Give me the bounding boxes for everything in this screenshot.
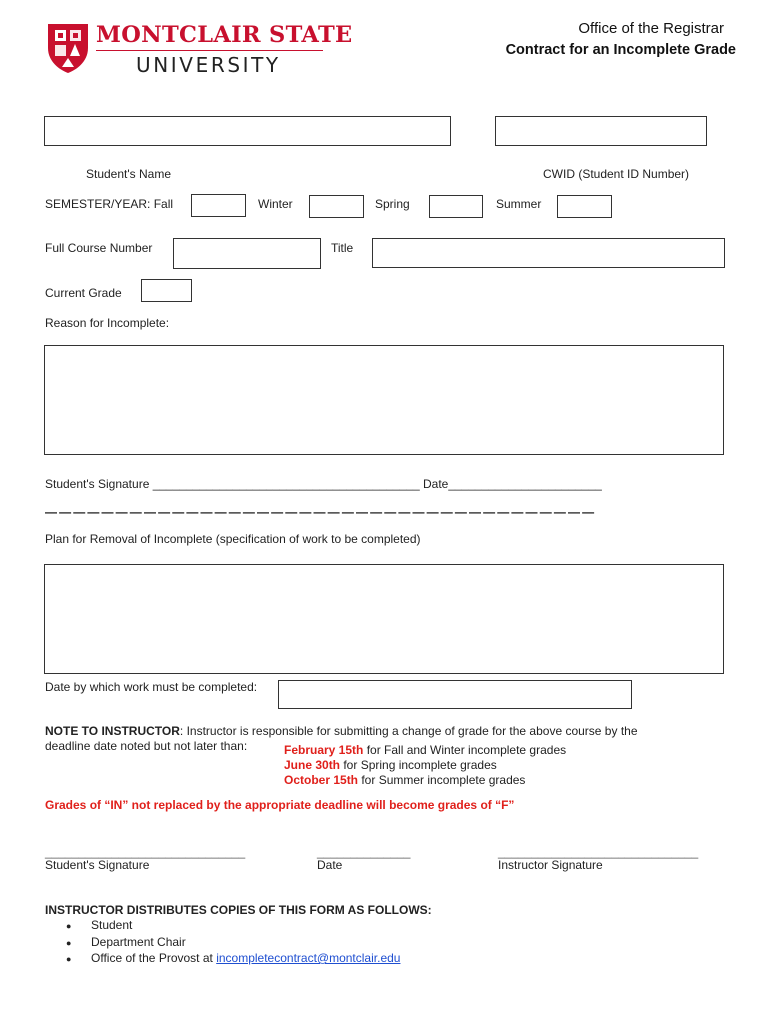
current-grade-label: Current Grade — [45, 286, 122, 300]
deadline-date: October 15th — [284, 773, 359, 787]
winter-label: Winter — [258, 197, 293, 211]
list-item: ● Office of the Provost at incompletecontract@montclair.edu — [66, 951, 400, 968]
student-signature-label: Student's Signature — [45, 858, 150, 872]
email-link[interactable]: incompletecontract@montclair.edu — [216, 951, 401, 965]
current-grade-input[interactable] — [141, 279, 192, 302]
cwid-label: CWID (Student ID Number) — [543, 167, 690, 181]
instructor-signature-field[interactable]: ______________________________ — [498, 845, 699, 859]
date-signature-field[interactable]: ______________ — [317, 845, 411, 859]
form-title: Contract for an Incomplete Grade — [505, 42, 736, 58]
student-signature-line[interactable]: Student's Signature ________________________________________ Date_______________________ — [45, 477, 602, 491]
course-number-input[interactable] — [173, 238, 321, 269]
note-line1 — [45, 724, 638, 738]
date-signature-label: Date — [317, 858, 343, 872]
student-name-input[interactable] — [44, 116, 451, 146]
note-text1: : Instructor is responsible for submitting a change of grade for the above course by the — [179, 724, 638, 738]
logo-line1: MONTCLAIR STATE — [96, 22, 353, 48]
shield-icon — [46, 22, 90, 74]
deadline-fall-winter: February 15th for Fall and Winter incomplete grades — [284, 743, 567, 757]
winter-input[interactable] — [309, 195, 364, 218]
course-number-label: Full Course Number — [45, 241, 153, 255]
distribution-list — [66, 918, 400, 968]
logo-divider — [96, 50, 323, 51]
list-item: ● Department Chair — [66, 935, 400, 952]
fall-input[interactable] — [191, 194, 246, 217]
summer-label: Summer — [496, 197, 542, 211]
course-title-input[interactable] — [372, 238, 725, 268]
cwid-input[interactable] — [495, 116, 707, 146]
reason-label: Reason for Incomplete: — [45, 316, 170, 330]
summer-input[interactable] — [557, 195, 612, 218]
completion-date-label: Date by which work must be completed: — [45, 680, 258, 694]
spring-input[interactable] — [429, 195, 483, 218]
student-signature-field[interactable]: ______________________________ — [45, 845, 246, 859]
plan-textarea[interactable] — [44, 564, 724, 674]
dashed-separator: — — — — — — — — — — — — — — — — — — — — — — — — — — — — — — — — — — — — — — — — [45, 505, 594, 519]
deadline-date: June 30th — [284, 758, 341, 772]
completion-date-input[interactable] — [278, 680, 632, 709]
grades-warning: Grades of “IN” not replaced by the appropriate deadline will become grades of “F” — [45, 798, 515, 812]
deadline-date: February 15th — [284, 743, 364, 757]
student-name-label: Student's Name — [86, 167, 172, 181]
spring-label: Spring — [375, 197, 410, 211]
list-item: ● Student — [66, 918, 400, 935]
plan-label: Plan for Removal of Incomplete (specification of work to be completed) — [45, 532, 421, 546]
note-heading: NOTE TO INSTRUCTOR — [45, 724, 180, 738]
deadline-spring: June 30th for Spring incomplete grades — [284, 758, 497, 772]
distribution-heading: INSTRUCTOR DISTRIBUTES COPIES OF THIS FORM AS FOLLOWS: — [45, 903, 432, 917]
deadline-summer: October 15th for Summer incomplete grades — [284, 773, 526, 787]
office-title: Office of the Registrar — [578, 20, 724, 37]
logo-line2: UNIVERSITY — [136, 53, 281, 77]
semester-label: SEMESTER/YEAR: Fall — [45, 197, 174, 211]
reason-textarea[interactable] — [44, 345, 724, 455]
instructor-signature-label: Instructor Signature — [498, 858, 603, 872]
note-text2: deadline date noted but not later than: — [45, 739, 248, 753]
title-label: Title — [331, 241, 354, 255]
